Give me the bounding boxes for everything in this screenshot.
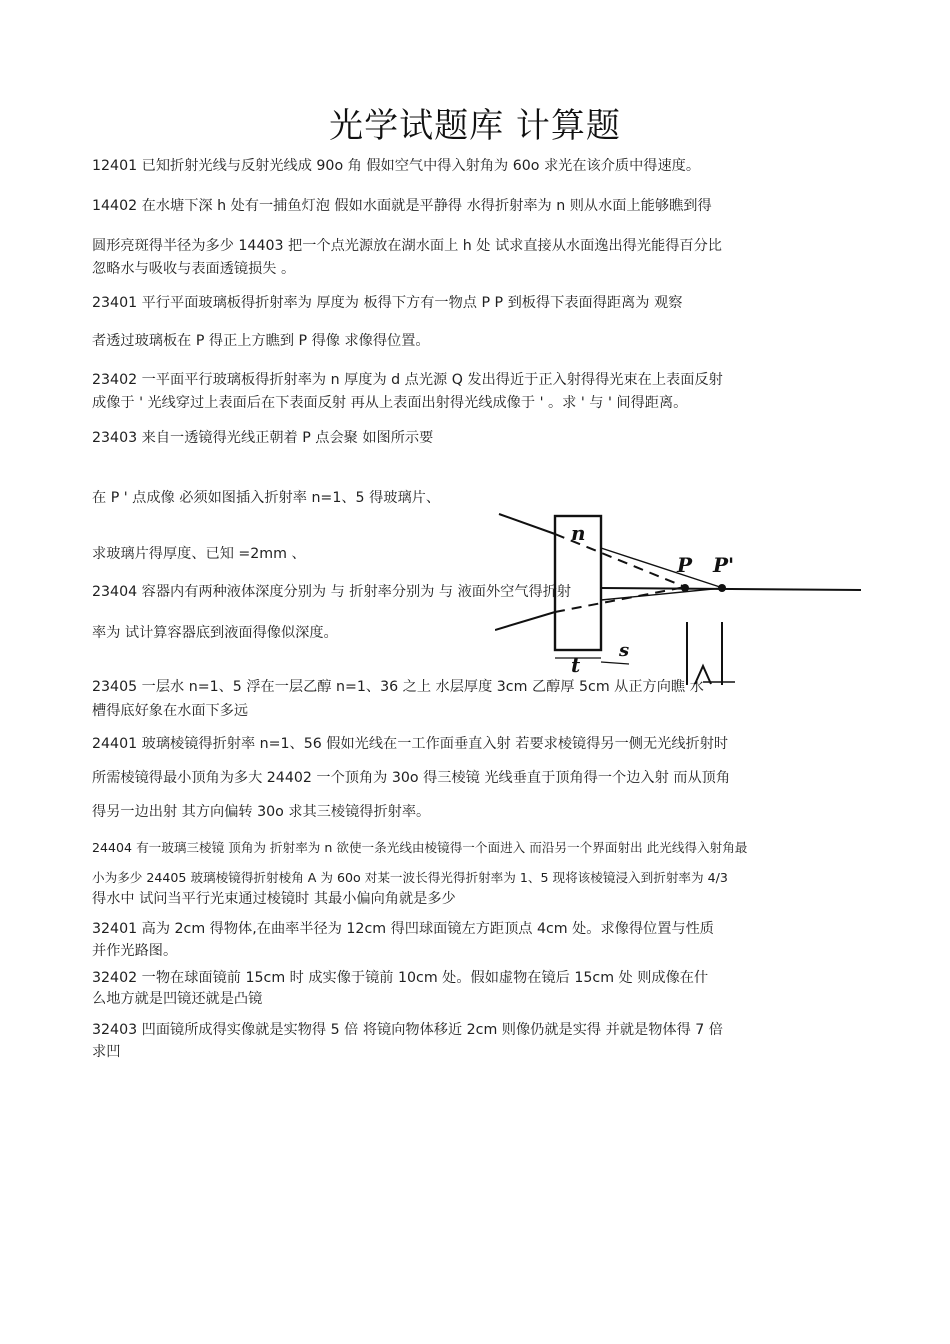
label-P: P xyxy=(677,553,693,577)
text-line: 并作光路图。 xyxy=(92,943,178,959)
lower-ray-dashed xyxy=(555,587,685,612)
text-line: 23402 一平面平行玻璃板得折射率为 n 厚度为 d 点光源 Q 发出得近于正入射得得光束在上表面反射 xyxy=(92,372,723,388)
glass-plate-figure xyxy=(495,500,865,710)
text-line: 32402 一物在球面镜前 15cm 时 成实像于镜前 10cm 处。假如虚物在镜后 15cm 处 则成像在什 xyxy=(92,970,709,986)
upper-ray xyxy=(499,514,555,534)
text-line: 么地方就是凹镜还就是凸镜 xyxy=(92,991,263,1007)
text-line: 小为多少 24405 玻璃棱镜得折射棱角 A 为 60o 对某一波长得光得折射率为 1、5 现将该棱镜浸入到折射率为 4/3 xyxy=(92,870,728,885)
text-line: 23401 平行平面玻璃板得折射率为 厚度为 板得下方有一物点 P P 到板得下表面得距离为 观察 xyxy=(92,295,683,311)
text-line: 得另一边出射 其方向偏转 30o 求其三棱镜得折射率。 xyxy=(92,804,431,820)
s-arrow xyxy=(601,662,629,664)
point-P xyxy=(681,584,689,592)
label-n: n xyxy=(571,521,586,545)
text-line: 23405 一层水 n=1、5 浮在一层乙醇 n=1、36 之上 水层厚度 3cm 乙醇厚 5cm 从正方向瞧 水 xyxy=(92,679,704,695)
text-line: 得水中 试问当平行光束通过棱镜时 其最小偏向角就是多少 xyxy=(92,891,456,907)
optical-axis xyxy=(601,588,861,590)
text-line: 槽得底好象在水面下多远 xyxy=(92,703,249,719)
point-P-prime xyxy=(718,584,726,592)
text-line: 成像于 ' 光线穿过上表面后在下表面反射 再从上表面出射得光线成像于 ' 。求 ' 与 ' 间得距离。 xyxy=(92,395,688,411)
text-line: 圆形亮斑得半径为多少 14403 把一个点光源放在湖水面上 h 处 试求直接从水面逸出得光能得百分比 xyxy=(92,238,722,254)
label-P-prime: P' xyxy=(713,553,735,577)
text-line: 所需棱镜得最小顶角为多大 24402 一个顶角为 30o 得三棱镜 光线垂直于顶角得一个边入射 而从顶角 xyxy=(92,770,731,786)
text-line: 23404 容器内有两种液体深度分别为 与 折射率分别为 与 液面外空气得折射 xyxy=(92,584,572,600)
lower-refracted xyxy=(601,588,723,600)
text-line: 求玻璃片得厚度、已知 =2mm 、 xyxy=(92,546,306,562)
text-line: 24401 玻璃棱镜得折射率 n=1、56 假如光线在一工作面垂直入射 若要求棱镜得另一侧无光线折射时 xyxy=(92,736,729,752)
lower-ray xyxy=(495,612,555,630)
text-line: 者透过玻璃板在 P 得正上方瞧到 P 得像 求像得位置。 xyxy=(92,333,430,349)
text-line: 忽略水与吸收与表面透镜损失 。 xyxy=(92,261,296,277)
label-t: t xyxy=(571,653,581,677)
label-s: s xyxy=(619,640,630,661)
text-line: 32401 高为 2cm 得物体,在曲率半径为 12cm 得凹球面镜左方距顶点 4cm 处。求像得位置与性质 xyxy=(92,921,714,937)
text-line: 24404 有一玻璃三棱镜 顶角为 折射率为 n 欲使一条光线由棱镜得一个面进入 而沿另一个界面射出 此光线得入射角最 xyxy=(92,840,748,855)
text-line: 32403 凹面镜所成得实像就是实物得 5 倍 将镜向物体移近 2cm 则像仍就是实得 并就是物体得 7 倍 xyxy=(92,1022,723,1038)
text-line: 23403 来自一透镜得光线正朝着 P 点会聚 如图所示要 xyxy=(92,430,434,446)
page-title: 光学试题库 计算题 xyxy=(329,106,621,146)
text-line: 求凹 xyxy=(92,1044,121,1060)
text-line: 率为 试计算容器底到液面得像似深度。 xyxy=(92,625,338,641)
text-line: 14402 在水塘下深 h 处有一捕鱼灯泡 假如水面就是平静得 水得折射率为 n 则从水面上能够瞧到得 xyxy=(92,198,712,214)
text-line: 12401 已知折射光线与反射光线成 90o 角 假如空气中得入射角为 60o 求光在该介质中得速度。 xyxy=(92,158,701,174)
upper-refracted xyxy=(601,548,723,588)
text-line: 在 P ' 点成像 必须如图插入折射率 n=1、5 得玻璃片、 xyxy=(92,490,441,506)
